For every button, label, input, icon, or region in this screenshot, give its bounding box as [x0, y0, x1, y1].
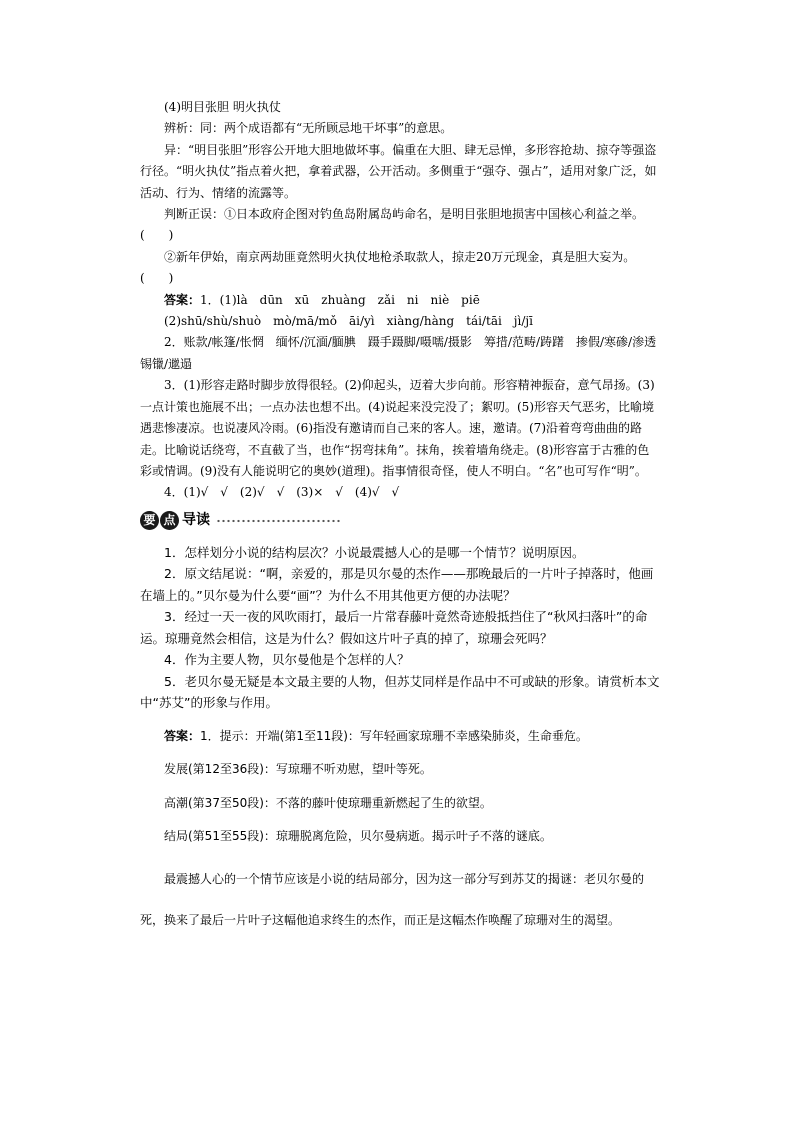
- answer-structure-climax: 高潮(第37至50段)：不落的藤叶使琼珊重新燃起了生的欲望。: [164, 795, 492, 810]
- judge-question-2: ②新年伊始，南京两劫匪竟然明火执仗地枪杀取款人，掠走20万元现金，真是胆大妄为。( ): [140, 249, 636, 286]
- section-header-text: 导读: [182, 512, 210, 529]
- answer-2: 2．账款/帐篷/怅惘 缅怀/沉湎/腼腆 蹑手蹑脚/嗫嚅/摄影 筹措/范畴/踌躇 掺假/寒碜/渗透 锡镴/邋遢: [140, 335, 669, 371]
- answer-label-2: 答案：: [164, 728, 201, 743]
- answer-1-line-1: 1．(1)là dūn xū zhuàng zǎi ni niè piē: [200, 292, 480, 307]
- answer-conclusion: 最震撼人心的一个情节应该是小说的结局部分，因为这一部分写到苏艾的揭谜：老贝尔曼的死，换来了最后一片叶子这幅他追求终生的杰作，而正是这幅杰作唤醒了琼珊对生的渴望。: [140, 872, 645, 928]
- answer-label: 答案：: [164, 292, 201, 307]
- question-item: 5．老贝尔曼无疑是本文最主要的人物，但苏艾同样是作品中不可或缺的形象。请赏析本文中“苏艾”的形象与作用。: [140, 673, 660, 711]
- question-item: 1．怎样划分小说的结构层次？小说最震撼人心的是哪一个情节？说明原因。: [164, 544, 585, 560]
- badge-circle-1: 要: [140, 511, 159, 530]
- idiom-title: (4)明目张胆 明火执仗: [164, 100, 281, 114]
- question-item: 4．作为主要人物，贝尔曼他是个怎样的人？: [164, 652, 410, 668]
- question-item: 3．经过一天一夜的风吹雨打，最后一片常春藤叶竟然奇迹般抵挡住了“秋风扫落叶”的命运。琼珊竟然会相信，这是为什么？假如这片叶子真的掉了，琼珊会死吗？: [140, 609, 648, 646]
- judge-question-1: 判断正误：①日本政府企图对钓鱼岛附属岛屿命名，是明目张胆地损害中国核心利益之举。( ): [140, 207, 645, 243]
- question-item: 2．原文结尾说：“啊，亲爱的，那是贝尔曼的杰作——那晚最后的一片叶子掉落时，他画在墙上的。”贝尔曼为什么要“画”？为什么不用其他更方便的办法呢？: [140, 566, 654, 603]
- answer-3: 3．(1)形容走路时脚步放得很轻。(2)仰起头，迈着大步向前。形容精神振奋，意气昂扬。(3)一点计策也施展不出；一点办法也想不出。(4)说起来没完没了；絮叨。(5)形容天气恶劣，比喻境遇悲惨凄凉。也说凄风冷雨。(6)指没有邀请而自己来的客人。速，邀请。(7)沿着弯弯曲曲的路走。比喻说话绕弯，不直截了当，也作“拐弯抹角”。抹角，挨着墙角绕走。(8)形容富于古雅的色彩或情调。(9)没有人能说明它的奥妙(道理)。指事情很奇怪，使人不明白。“名”也可写作“明”。: [140, 378, 655, 478]
- answer-1-line-2: (2)shū/shù/shuò mò/mā/mǒ āi/yì xiàng/hàng tái/tāi jì/jī: [164, 314, 533, 329]
- answer-section-2: [140, 726, 660, 942]
- analysis-line: 辨析：同：两个成语都有“无所顾忌地干坏事”的意思。: [164, 121, 453, 136]
- section-badge: [140, 510, 210, 531]
- badge-circle-2: 点: [160, 511, 179, 530]
- question-list: [140, 542, 660, 714]
- document-page: [140, 97, 669, 941]
- dotted-divider: [216, 518, 341, 524]
- answer-structure-develop: 发展(第12至36段)：写琼珊不听劝慰，望叶等死。: [164, 762, 432, 777]
- answer-structure-first: [140, 726, 660, 747]
- answer-4: 4．(1)√ √ (2)√ √ (3)× √ (4)√ √: [164, 485, 400, 500]
- difference-paragraph: 异：“明目张胆”形容公开地大胆地做坏事。偏重在大胆、肆无忌惮，多形容抢劫、掠夺等强盗行径。“明火执仗”指点着火把，拿着武器，公开活动。多侧重于“强夺、强占”，适用对象广泛，如活动、行为、情绪的流露等。: [140, 142, 657, 200]
- answer-structure-first-text: 1．提示：开端(第1至11段)：写年轻画家琼珊不幸感染肺炎，生命垂危。: [200, 728, 588, 743]
- answer-1: [140, 290, 660, 311]
- section-header: [140, 508, 660, 534]
- answer-structure-ending: 结局(第51至55段)：琼珊脱离危险，贝尔曼病逝。揭示叶子不落的谜底。: [164, 828, 552, 843]
